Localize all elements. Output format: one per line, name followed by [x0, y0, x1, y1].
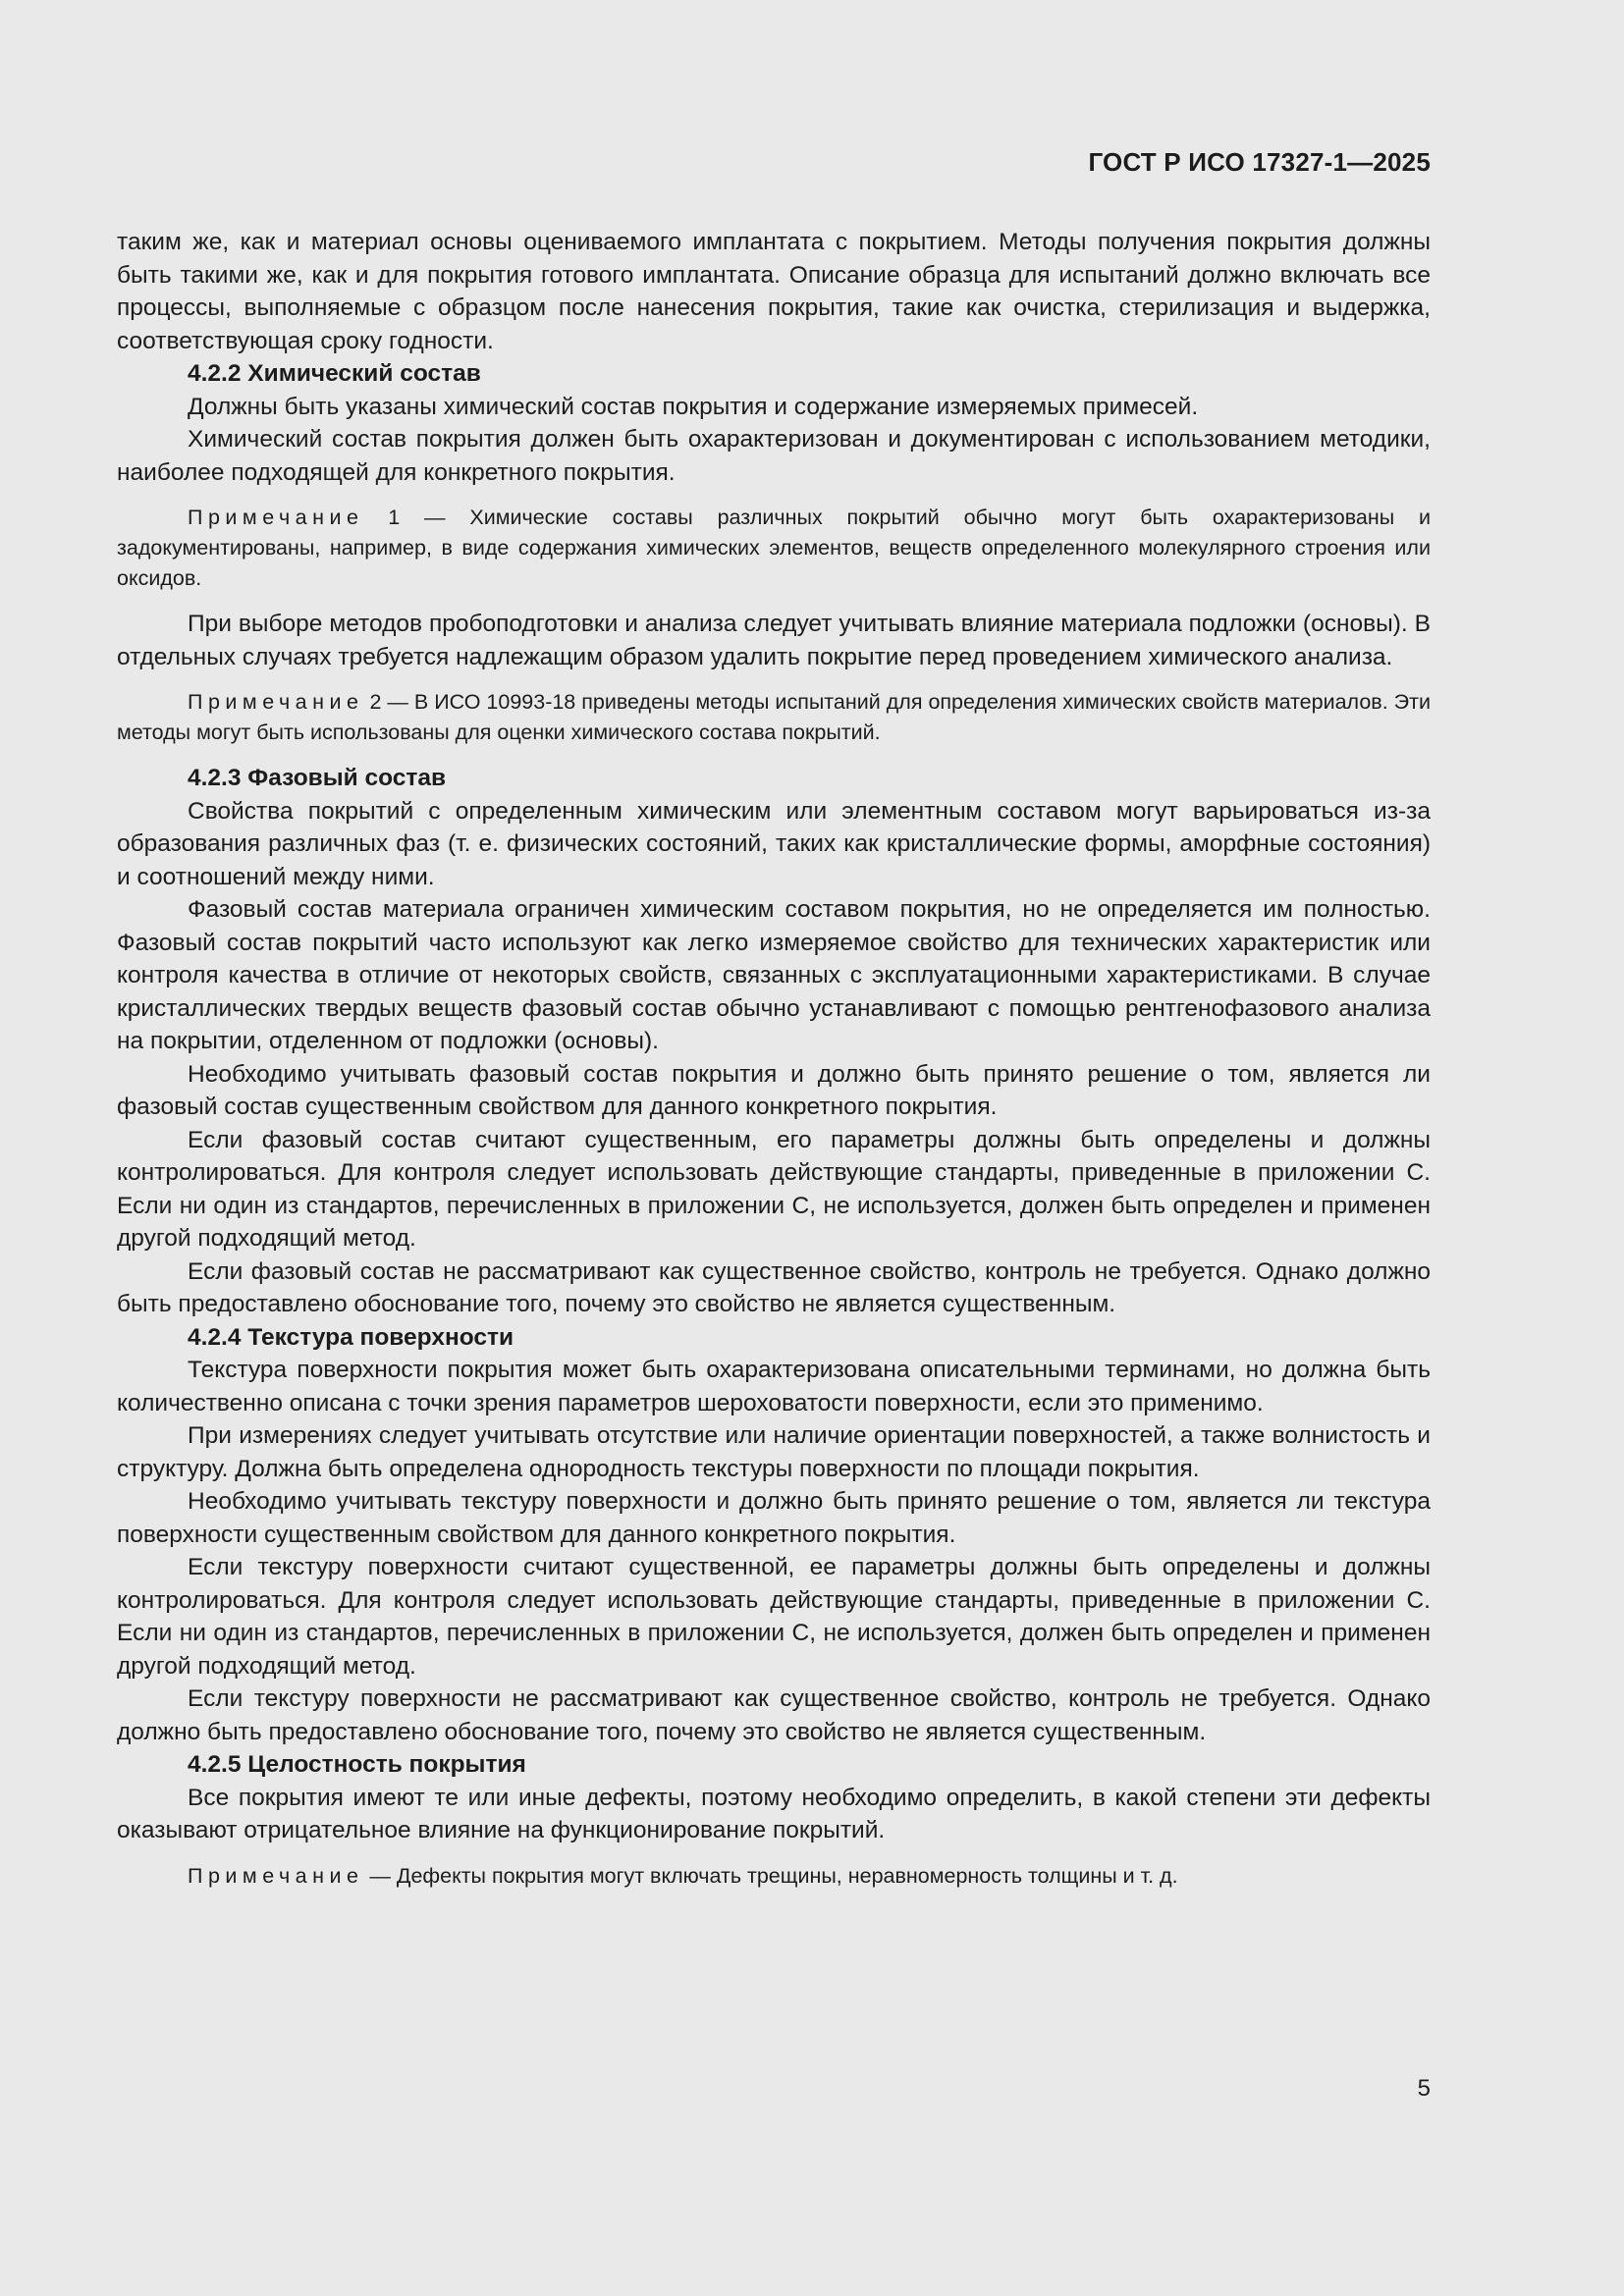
section-heading-4-2-5: 4.2.5 Целостность покрытия — [188, 1751, 526, 1778]
note-text: 2 — В ИСО 10993-18 приведены методы испытаний для определения химических свойств материалов. Эти методы могут быть использованы для оценки химического состава покрытий. — [117, 690, 1431, 744]
paragraph: Все покрытия имеют те или иные дефекты, поэтому необходимо определить, в какой степени эти дефекты оказывают отрицательное влияние на функционирование покрытий. — [117, 1784, 1431, 1843]
note-text: — Дефекты покрытия могут включать трещины, неравномерность толщины и т. д. — [363, 1863, 1178, 1888]
note-3 — [117, 1861, 1431, 1892]
section-heading-4-2-2: 4.2.2 Химический состав — [188, 360, 481, 387]
note-label: Примечание — [188, 1863, 364, 1888]
paragraph: Необходимо учитывать фазовый состав покрытия и должно быть принято решение о том, является ли фазовый состав существенным свойством для данного конкретного покрытия. — [117, 1060, 1431, 1120]
note-1 — [117, 503, 1431, 594]
paragraph: Если текстуру поверхности не рассматривают как существенное свойство, контроль не требуется. Однако должно быть предоставлено обоснование того, почему это свойство не является существенным. — [117, 1685, 1431, 1745]
paragraph: Химический состав покрытия должен быть охарактеризован и документирован с использованием методики, наиболее подходящей для конкретного покрытия. — [117, 426, 1431, 486]
paragraph: Должны быть указаны химический состав покрытия и содержание измеряемых примесей. — [188, 393, 1199, 420]
note-text: 1 — Химические составы различных покрытий обычно могут быть охарактеризованы и задокументированы, например, в виде содержания химических элементов, веществ определенного молекулярного строения или оксидов. — [117, 506, 1431, 590]
note-label: Примечание — [188, 506, 364, 529]
paragraph: таким же, как и материал основы оцениваемого имплантата с покрытием. Методы получения покрытия должны быть такими же, как и для покрытия готового имплантата. Описание образца для испытаний должно включать все процессы, выполняемые с образцом после нанесения покрытия, такие как очистка, стерилизация и выдержка, соответствующая сроку годности. — [117, 229, 1431, 354]
paragraph: Текстура поверхности покрытия может быть охарактеризована описательными терминами, но должна быть количественно описана с точки зрения параметров шероховатости поверхности, если это применимо. — [117, 1357, 1431, 1416]
paragraph: Фазовый состав материала ограничен химическим составом покрытия, но не определяется им полностью. Фазовый состав покрытий часто используют как легко измеряемое свойство для технических характеристик или контроля качества в отличие от некоторых свойств, связанных с эксплуатационными характеристиками. В случае кристаллических твердых веществ фазовый состав обычно устанавливают с помощью рентгенофазового анализа на покрытии, отделенном от подложки (основы). — [117, 896, 1431, 1054]
note-label: Примечание — [188, 690, 364, 714]
note-2 — [117, 687, 1431, 748]
page-number: 5 — [1417, 2075, 1431, 2102]
section-heading-4-2-4: 4.2.4 Текстура поверхности — [188, 1323, 514, 1351]
document-body — [117, 226, 1431, 1905]
paragraph: Если текстуру поверхности считают существенной, ее параметры должны быть определены и должны контролироваться. Для контроля следует использовать действующие стандарты, приведенные в приложении С. Если ни один из стандартов, перечисленных в приложении С, не используется, должен быть определен и применен другой подходящий метод. — [117, 1554, 1431, 1680]
paragraph: При выборе методов пробоподготовки и анализа следует учитывать влияние материала подложки (основы). В отдельных случаях требуется надлежащим образом удалить покрытие перед проведением химического анализа. — [117, 611, 1431, 670]
section-heading-4-2-3: 4.2.3 Фазовый состав — [188, 765, 447, 791]
paragraph: Если фазовый состав не рассматривают как существенное свойство, контроль не требуется. Однако должно быть предоставлено обоснование того, почему это свойство не является существенным. — [117, 1257, 1431, 1317]
document-code-header: ГОСТ Р ИСО 17327-1—2025 — [1088, 147, 1431, 177]
paragraph: Необходимо учитывать текстуру поверхности и должно быть принято решение о том, является ли текстура поверхности существенным свойством для данного конкретного покрытия. — [117, 1488, 1431, 1548]
paragraph: При измерениях следует учитывать отсутствие или наличие ориентации поверхностей, а также волнистость и структуру. Должна быть определена однородность текстуры поверхности по площади покрытия. — [117, 1422, 1431, 1482]
paragraph: Если фазовый состав считают существенным, его параметры должны быть определены и должны контролироваться. Для контроля следует использовать действующие стандарты, приведенные в приложении С. Если ни один из стандартов, перечисленных в приложении С, не используется, должен быть определен и применен другой подходящий метод. — [117, 1126, 1431, 1252]
paragraph: Свойства покрытий с определенным химическим или элементным составом могут варьироваться из-за образования различных фаз (т. е. физических состояний, таких как кристаллические формы, аморфные состояния) и соотношений между ними. — [117, 797, 1431, 890]
